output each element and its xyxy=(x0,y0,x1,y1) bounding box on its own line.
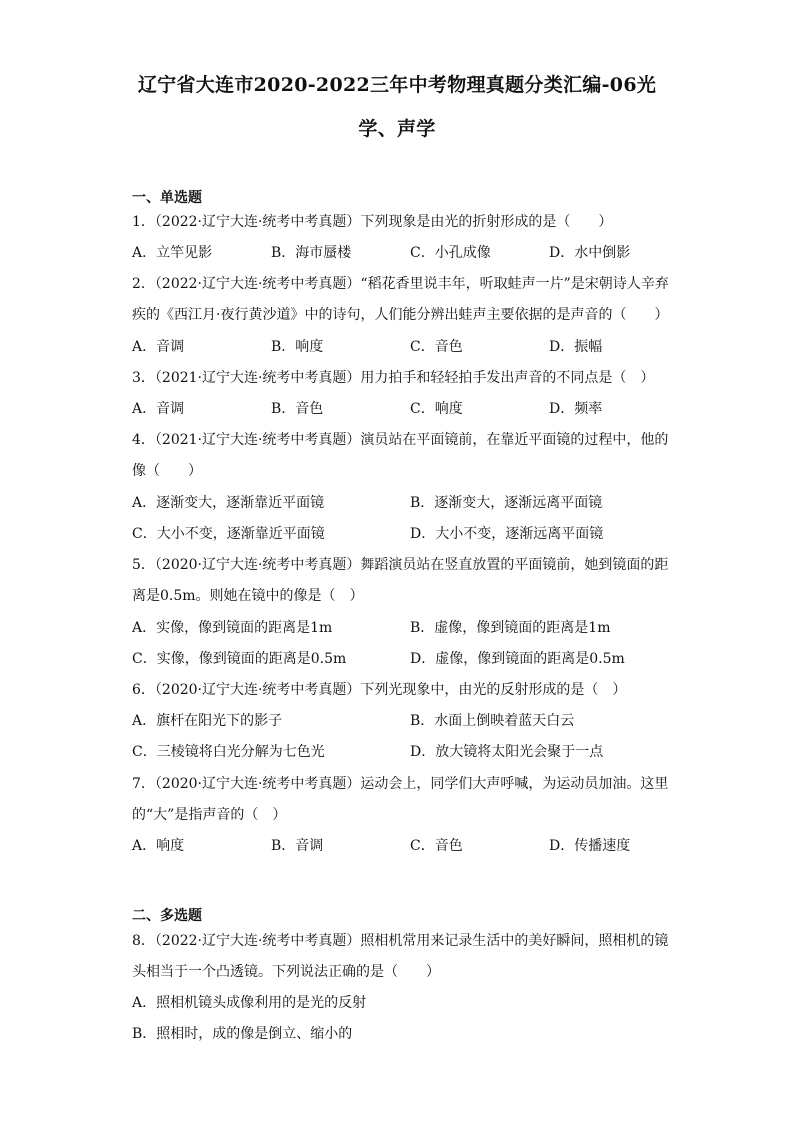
question-7-option-c: C．音色 xyxy=(410,838,463,854)
question-2-option-c: C．音色 xyxy=(410,339,463,355)
question-4-option-a: A．逐渐变大，逐渐靠近平面镜 xyxy=(132,495,325,511)
question-1-option-c: C．小孔成像 xyxy=(410,245,491,261)
question-1-option-a: A．立竿见影 xyxy=(132,245,213,261)
question-6-option-b: B．水面上倒映着蓝天白云 xyxy=(410,713,575,729)
question-1-stem: 1．（2022·辽宁大连·统考中考真题）下列现象是由光的折射形成的是（ ） xyxy=(132,214,613,230)
section-heading-single-choice: 一、单选题 xyxy=(132,190,202,206)
question-4-option-b: B．逐渐变大，逐渐远离平面镜 xyxy=(410,495,603,511)
question-7-stem-line-2: 的“大”是指声音的（ ） xyxy=(132,807,287,823)
question-4-option-d: D．大小不变，逐渐远离平面镜 xyxy=(410,526,604,542)
question-5-option-c: C．实像，像到镜面的距离是0.5m xyxy=(132,651,347,667)
question-2-stem-line-2: 疾的《西江月·夜行黄沙道》中的诗句，人们能分辨出蛙声主要依据的是声音的（ ） xyxy=(132,307,669,323)
question-6-option-a: A．旗杆在阳光下的影子 xyxy=(132,713,283,729)
question-5-stem-line-1: 5．（2020·辽宁大连·统考中考真题）舞蹈演员站在竖直放置的平面镜前，她到镜面的距 xyxy=(132,557,669,573)
question-8-option-b: B．照相时，成的像是倒立、缩小的 xyxy=(132,1026,353,1042)
question-3-option-c: C．响度 xyxy=(410,401,463,417)
question-2-stem-line-1: 2．（2022·辽宁大连·统考中考真题）“稻花香里说丰年，听取蛙声一片”是宋朝诗人辛弃 xyxy=(132,276,669,292)
question-1-option-b: B．海市蜃楼 xyxy=(271,245,352,261)
question-2-option-d: D．振幅 xyxy=(549,339,603,355)
document-title-line-1: 辽宁省大连市2020-2022三年中考物理真题分类汇编-06光 xyxy=(137,74,657,96)
question-7-stem-line-1: 7．（2020·辽宁大连·统考中考真题）运动会上，同学们大声呼喊，为运动员加油。这里 xyxy=(132,776,669,792)
question-3-option-d: D．频率 xyxy=(549,401,603,417)
question-6-option-c: C．三棱镜将白光分解为七色光 xyxy=(132,744,325,760)
section-heading-multiple-choice: 二、多选题 xyxy=(132,908,202,924)
question-7-option-a: A．响度 xyxy=(132,838,185,854)
question-4-stem-line-2: 像（ ） xyxy=(132,463,202,479)
question-3-stem: 3．（2021·辽宁大连·统考中考真题）用力拍手和轻轻拍手发出声音的不同点是（ ） xyxy=(132,370,655,386)
question-7-option-d: D．传播速度 xyxy=(549,838,631,854)
question-1-option-d: D．水中倒影 xyxy=(549,245,631,261)
question-5-option-d: D．虚像，像到镜面的距离是0.5m xyxy=(410,651,625,667)
question-3-option-a: A．音调 xyxy=(132,401,185,417)
question-5-option-a: A．实像，像到镜面的距离是1m xyxy=(132,620,333,636)
question-5-stem-line-2: 离是0.5m。则她在镜中的像是（ ） xyxy=(132,588,364,604)
question-7-option-b: B．音调 xyxy=(271,838,324,854)
document-title-line-2: 学、声学 xyxy=(358,118,436,140)
question-4-option-c: C．大小不变，逐渐靠近平面镜 xyxy=(132,526,325,542)
question-8-stem-line-2: 头相当于一个凸透镜。下列说法正确的是（ ） xyxy=(132,964,440,980)
question-3-option-b: B．音色 xyxy=(271,401,324,417)
question-8-stem-line-1: 8．（2022·辽宁大连·统考中考真题）照相机常用来记录生活中的美好瞬间，照相机的镜 xyxy=(132,933,669,949)
question-6-stem: 6．（2020·辽宁大连·统考中考真题）下列光现象中，由光的反射形成的是（ ） xyxy=(132,682,627,698)
question-2-option-b: B．响度 xyxy=(271,339,324,355)
question-8-option-a: A．照相机镜头成像利用的是光的反射 xyxy=(132,995,367,1011)
question-2-option-a: A．音调 xyxy=(132,339,185,355)
question-5-option-b: B．虚像，像到镜面的距离是1m xyxy=(410,620,611,636)
question-6-option-d: D．放大镜将太阳光会聚于一点 xyxy=(410,744,604,760)
question-4-stem-line-1: 4．（2021·辽宁大连·统考中考真题）演员站在平面镜前，在靠近平面镜的过程中，他的 xyxy=(132,432,669,448)
